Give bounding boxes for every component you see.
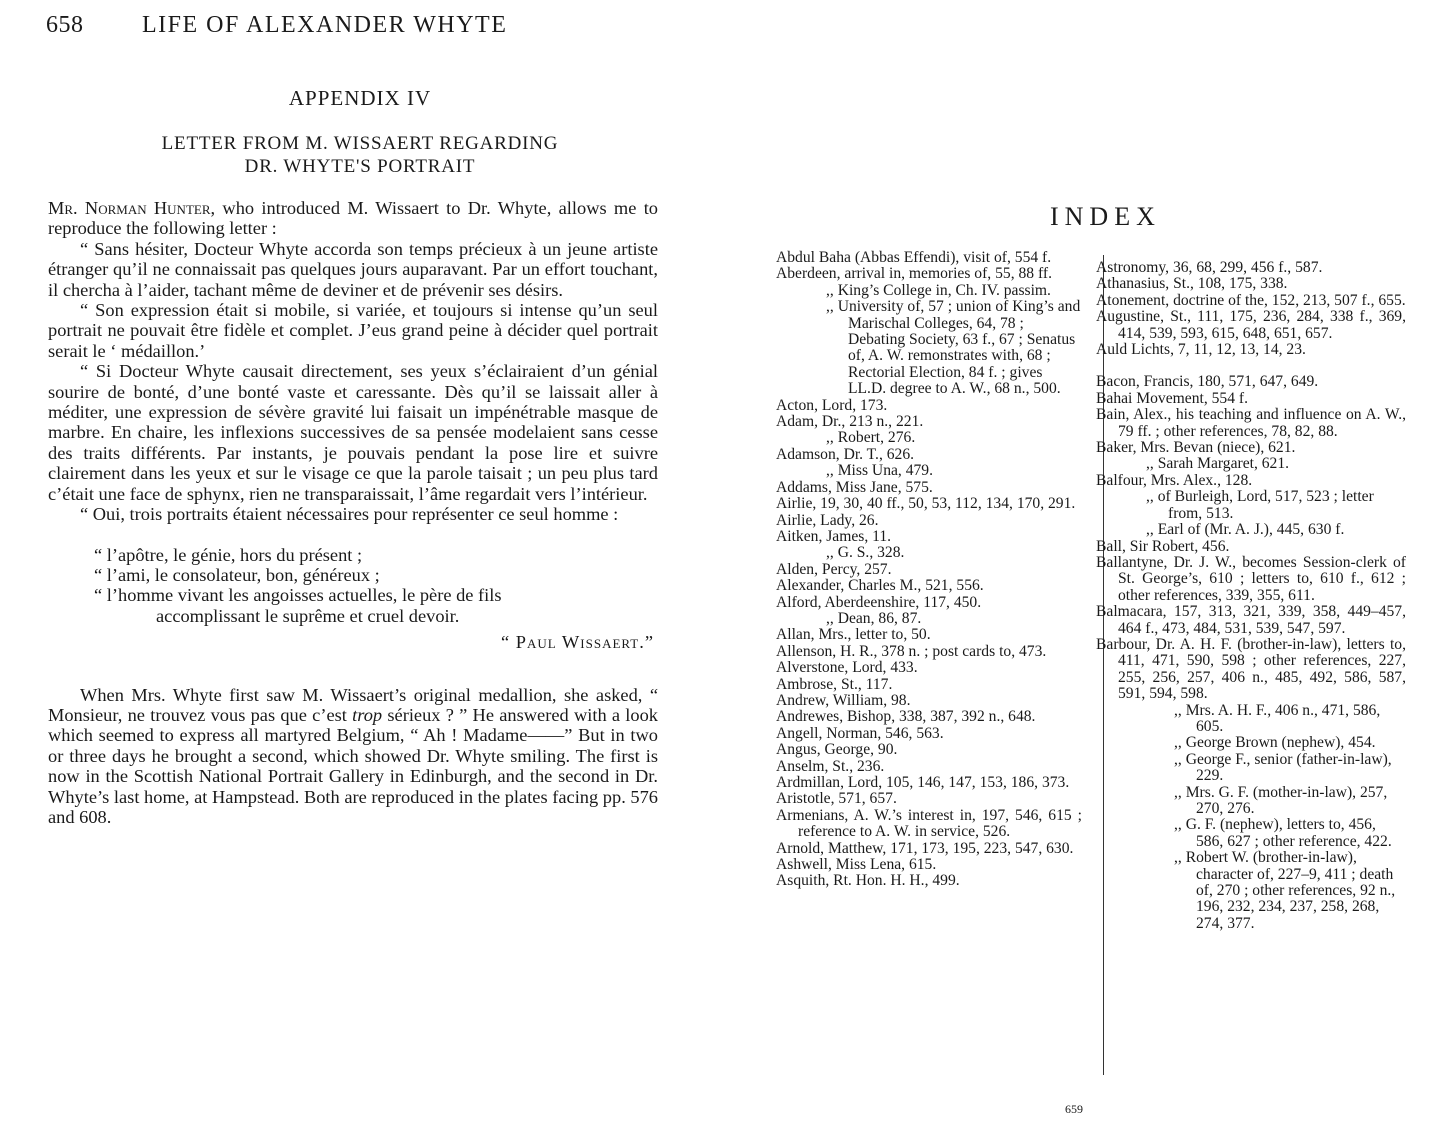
index-entry: Addams, Miss Jane, 575. — [776, 478, 933, 496]
index-entry: ,, G. F. (nephew), letters to, 456, 586, 627 ; other reference, 422. — [1174, 816, 1392, 850]
index-entry: Airlie, 19, 30, 40 ff., 50, 53, 112, 134, 170, 291. — [776, 495, 1076, 513]
index-entry: ,, of Burleigh, Lord, 517, 523 ; letter from, 513. — [1146, 488, 1374, 522]
index-entry: Armenians, A. W.’s interest in, 197, 546, 615 ; reference to A. W. in service, 526. — [776, 806, 1082, 841]
letter-signature: “ Paul Wissaert.” — [500, 632, 654, 653]
closing-text: sérieux ? ” He answered with a look which seemed to express all martyred Belgium, “ Ah ! Madame——” But in two or three days he brought a second, which showed Dr. Whyte smiling. The first is now in the Scottish National Portrait Gallery in Edinburgh, and the second in Dr. Whyte’s last home, at Hampstead. Both are reproduced in the plates facing pp. 576 and 608. — [48, 704, 658, 827]
letter-paragraph: “ Oui, trois portraits étaient nécessaires pour représenter ce seul homme : — [80, 504, 619, 525]
index-entry: ,, Earl of (Mr. A. J.), 445, 630 f. — [1146, 521, 1345, 539]
index-entry: Aitken, James, 11. — [776, 527, 892, 545]
index-entry: ,, King’s College in, Ch. IV. passim. — [826, 281, 1051, 299]
left-page — [0, 0, 720, 1131]
index-entry: Alverstone, Lord, 433. — [776, 659, 918, 677]
index-entry: Augustine, St., 111, 175, 236, 284, 338 f., 369, 414, 539, 593, 615, 648, 651, 657. — [1096, 308, 1406, 342]
subheading-line: DR. WHYTE'S PORTRAIT — [244, 156, 476, 177]
index-entry: ,, Miss Una, 479. — [826, 462, 933, 480]
index-entry: ,, Sarah Margaret, 621. — [1146, 455, 1290, 473]
index-entry: ,, Mrs. A. H. F., 406 n., 471, 586, 605. — [1174, 701, 1381, 735]
intro-name: Mr. Norman Hunter, — [48, 198, 216, 218]
index-entry: Bain, Alex., his teaching and influence on A. W., 79 ff. ; other references, 78, 82, 88. — [1096, 406, 1406, 440]
index-entry: Ashwell, Miss Lena, 615. — [776, 856, 937, 874]
index-entry: Andrew, William, 98. — [776, 691, 911, 709]
right-page — [740, 0, 1455, 1131]
index-gap — [1096, 358, 1406, 374]
index-entry: Angus, George, 90. — [776, 741, 898, 759]
index-entry: Abdul Baha (Abbas Effendi), visit of, 554 f. — [776, 249, 1052, 266]
index-entry: Asquith, Rt. Hon. H. H., 499. — [776, 872, 960, 890]
index-entry: Astronomy, 36, 68, 299, 456 f., 587. — [1096, 259, 1323, 276]
index-entry: Alford, Aberdeenshire, 117, 450. — [776, 593, 982, 611]
index-entry: Atonement, doctrine of the, 152, 213, 507 f., 655. — [1096, 291, 1406, 309]
index-entry: Alexander, Charles M., 521, 556. — [776, 577, 984, 595]
index-entry: Allan, Mrs., letter to, 50. — [776, 626, 931, 644]
index-entry: Baker, Mrs. Bevan (niece), 621. — [1096, 439, 1296, 457]
index-entry: ,, Robert, 276. — [826, 429, 916, 447]
index-entry: Aberdeen, arrival in, memories of, 55, 88 ff. — [776, 265, 1052, 283]
letter-paragraph: “ Si Docteur Whyte causait directement, ses yeux s’éclairaient d’un génial sourire de bonté, d’une bonté vaste et caressante. Dès qu’il se laissait aller à méditer, une expression de sévère gravité lui faisait un impénétrable masque de marbre. En chaire, les inflexions successives de sa pensée modelaient sans cesse des traits différents. Par instants, je pouvais pendant la pose lire et suivre clairement dans les yeux et sur le visage ce que la parole taisait ; un peu plus tard c’était une face de sphynx, rien ne transparaissait, l’âme regardait vers l’intérieur. — [48, 361, 658, 504]
index-entry: Adam, Dr., 213 n., 221. — [776, 413, 924, 431]
index-entry: Ball, Sir Robert, 456. — [1096, 537, 1230, 555]
intro-text: who introduced M. Wissaert to Dr. Whyte, allows me to reproduce the following letter : — [48, 198, 658, 239]
index-column-2 — [1096, 260, 1406, 932]
letter-paragraph: “ Son expression était si mobile, si variée, et toujours si intense qu’un seul portrait ne pouvait être fidèle et complet. J’eus grand peine à décider quel portrait serait le ‘ médaillon.’ — [48, 300, 658, 361]
index-entry: Adamson, Dr. T., 626. — [776, 445, 915, 463]
running-head — [46, 12, 507, 39]
index-entry: Bahai Movement, 554 f. — [1096, 389, 1249, 407]
index-entry: Bacon, Francis, 180, 571, 647, 649. — [1096, 373, 1319, 391]
letter-verse — [94, 545, 658, 627]
index-entry: ,, Robert W. (brother-in-law), character of, 227–9, 411 ; death of, 270 ; other references, 92 n., 196, 232, 234, 237, 258, 268, 274, 377. — [1174, 849, 1396, 932]
index-entry: ,, University of, 57 ; union of King’s and Marischal Colleges, 64, 78 ; Debating Society, 63 f., 67 ; Senatus of, A. W. remonstrates with, 68 ; Rectorial Election, 84 f. ; gives LL.D. degree to A. W., 68 n., 500. — [826, 298, 1081, 398]
index-entry: ,, Mrs. G. F. (mother-in-law), 257, 270, 276. — [1174, 783, 1388, 817]
closing-paragraph — [48, 685, 658, 828]
index-entry: ,, G. S., 328. — [826, 544, 905, 562]
index-entry: Acton, Lord, 173. — [776, 396, 888, 414]
subheading-line: LETTER FROM M. WISSAERT REGARDING — [161, 133, 559, 154]
index-title: INDEX — [1050, 202, 1161, 231]
index-entry: Balmacara, 157, 313, 321, 339, 358, 449–457, 464 f., 473, 484, 531, 539, 547, 597. — [1096, 603, 1406, 637]
index-entry: ,, Dean, 86, 87. — [826, 609, 922, 627]
index-entry: Alden, Percy, 257. — [776, 560, 892, 578]
appendix-heading: APPENDIX IV — [288, 86, 432, 110]
appendix-body — [48, 198, 658, 827]
page-number: 658 — [46, 12, 84, 38]
index-entry: Balfour, Mrs. Alex., 128. — [1096, 471, 1253, 489]
verse-line: accomplissant le suprême et cruel devoir. — [156, 605, 460, 626]
index-entry: ,, George Brown (nephew), 454. — [1174, 734, 1376, 752]
index-column-1 — [776, 250, 1082, 890]
verse-line: “ l’apôtre, le génie, hors du présent ; — [94, 544, 363, 565]
index-entry: ,, George F., senior (father-in-law), 229. — [1174, 750, 1392, 785]
running-title: LIFE OF ALEXANDER WHYTE — [142, 12, 508, 38]
index-entry: Auld Lichts, 7, 11, 12, 13, 14, 23. — [1096, 341, 1306, 359]
index-entry: Allenson, H. R., 378 n. ; post cards to, 473. — [776, 642, 1047, 660]
folio: 659 — [1065, 1102, 1083, 1116]
index-entry: Angell, Norman, 546, 563. — [776, 724, 944, 742]
intro-paragraph — [48, 198, 658, 239]
closing-italic: trop — [352, 704, 383, 725]
index-entry: Airlie, Lady, 26. — [776, 511, 879, 529]
index-entry: Andrewes, Bishop, 338, 387, 392 n., 648. — [776, 708, 1036, 726]
index-entry: Ballantyne, Dr. J. W., becomes Session-clerk of St. George’s, 610 ; letters to, 610 f., 612 ; other references, 339, 355, 611. — [1096, 553, 1406, 604]
index-entry: Anselm, St., 236. — [776, 757, 885, 775]
index-entry: Ardmillan, Lord, 105, 146, 147, 153, 186, 373. — [776, 774, 1070, 791]
appendix-subheading — [0, 132, 720, 178]
index-entry: Athanasius, St., 108, 175, 338. — [1096, 275, 1288, 293]
index-entry: Barbour, Dr. A. H. F. (brother-in-law), letters to, 411, 471, 590, 598 ; other references, 227, 255, 256, 257, 406 n., 485, 492, 586, 587, 591, 594, 598. — [1096, 635, 1406, 703]
verse-line: “ l’homme vivant les angoisses actuelles, le père de fils — [94, 585, 502, 606]
index-entry: Ambrose, St., 117. — [776, 675, 893, 693]
index-entry: Arnold, Matthew, 171, 173, 195, 223, 547, 630. — [776, 839, 1074, 857]
verse-line: “ l’ami, le consolateur, bon, généreux ; — [94, 564, 380, 585]
index-entry: Aristotle, 571, 657. — [776, 790, 897, 808]
letter-paragraph: “ Sans hésiter, Docteur Whyte accorda son temps précieux à un jeune artiste étranger qu’il ne connaissait pas quelques jours auparavant. Par un effort touchant, il chercha à l’aider, tachant même de deviner et de prévenir ses désirs. — [48, 238, 658, 300]
closing-text: When Mrs. Whyte first saw M. Wissaert’s original medallion, she asked, “ Monsieur, ne trouvez vous pas que c’est — [48, 684, 658, 725]
